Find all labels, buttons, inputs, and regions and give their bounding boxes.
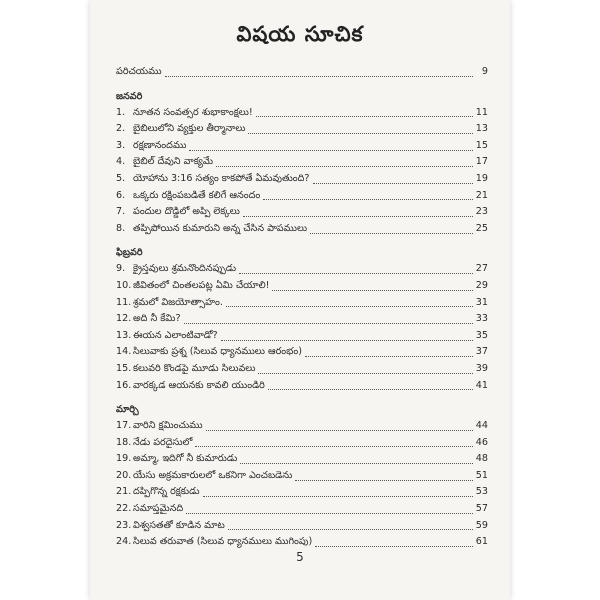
toc-entry-label: జీవితంలో చింతలపట్ల ఏమి చేయాలి! bbox=[133, 279, 270, 291]
dot-leader bbox=[313, 181, 473, 184]
toc-entry-page: 21 bbox=[475, 189, 488, 201]
dot-leader bbox=[226, 304, 473, 307]
toc-entry-number: 4. bbox=[116, 156, 126, 168]
toc-entry-label: కలువరి కొండపై మూడు సిలువలు bbox=[133, 362, 256, 374]
dot-leader bbox=[295, 478, 472, 481]
toc-entry-number: 13. bbox=[116, 329, 132, 341]
toc-section-heading: మార్చి bbox=[116, 404, 139, 416]
toc-entry-number: 2. bbox=[116, 123, 126, 135]
toc-entry-number: 23. bbox=[116, 519, 132, 531]
dot-leader bbox=[195, 444, 472, 447]
toc-entry-page: 35 bbox=[475, 329, 488, 341]
toc-entry-row bbox=[116, 328, 488, 345]
toc-entry-number: 1. bbox=[116, 106, 126, 118]
toc-entry-label: శ్రమలో విజయోత్సాహం. bbox=[133, 296, 223, 308]
dot-leader bbox=[256, 114, 473, 117]
toc-entry-row bbox=[116, 171, 488, 188]
toc-entry-number: 11. bbox=[116, 296, 132, 308]
toc-entry-number: 12. bbox=[116, 313, 132, 325]
toc-entry-page: 51 bbox=[475, 469, 488, 481]
book-page bbox=[90, 0, 510, 600]
toc-entry-number: 6. bbox=[116, 189, 126, 201]
toc-entry-label: విశ్వసతతో కూడిన మాట bbox=[133, 519, 225, 531]
toc-entry-number: 22. bbox=[116, 503, 132, 515]
toc-entry-row bbox=[116, 468, 488, 485]
toc-entry-row bbox=[116, 188, 488, 205]
toc-entry-label: బైబిల్ దేవుని వాక్యమే bbox=[133, 156, 214, 168]
dot-leader bbox=[203, 494, 473, 497]
toc-entry-page: 44 bbox=[475, 420, 488, 432]
dot-leader bbox=[263, 197, 473, 200]
toc-entry-number: 19. bbox=[116, 453, 132, 465]
toc-entry-row bbox=[116, 361, 488, 378]
toc-entry-label: రక్షణానందము bbox=[133, 139, 187, 151]
toc-entry-label: వారక్కడ ఆయనకు కావలి యుండిరి bbox=[133, 379, 265, 391]
toc-entry-label: పరిచయము bbox=[116, 66, 162, 77]
dot-leader bbox=[315, 544, 473, 547]
dot-leader bbox=[216, 164, 473, 167]
dot-leader bbox=[228, 527, 473, 530]
toc-entry-row bbox=[116, 278, 488, 295]
toc-entry-row bbox=[116, 105, 488, 122]
toc-entry-label: పందుల దొడ్డిలో అప్పి లెక్కలు bbox=[133, 206, 240, 218]
toc-entry-label: బైబిలులోని వ్యక్తుల తీర్మానాలు bbox=[133, 123, 246, 135]
dot-leader bbox=[239, 271, 473, 274]
toc-entry-page: 57 bbox=[475, 503, 488, 515]
toc-section-heading: జనవరి bbox=[116, 90, 143, 102]
toc-intro-row bbox=[116, 64, 488, 81]
toc-entry-label: క్రైస్తవులు శ్రమనొందినప్పుడు bbox=[133, 263, 237, 275]
dot-leader bbox=[165, 74, 473, 77]
toc-entry-row bbox=[116, 261, 488, 278]
toc-entry-page: 29 bbox=[475, 279, 488, 291]
toc-entry-label: వారిని క్షమించుము bbox=[133, 420, 203, 432]
toc-entry-row bbox=[116, 311, 488, 328]
dot-leader bbox=[243, 214, 473, 217]
toc-entry-page: 13 bbox=[475, 123, 488, 135]
dot-leader bbox=[184, 321, 473, 324]
toc-entry-label: అది నీ కేమి? bbox=[133, 313, 181, 325]
toc-entry-row bbox=[116, 204, 488, 221]
toc-entry-page: 61 bbox=[475, 536, 488, 548]
toc-entry-page: 25 bbox=[475, 222, 488, 234]
toc-entry-page: 17 bbox=[475, 156, 488, 168]
toc-entry-row bbox=[116, 435, 488, 452]
dot-leader bbox=[189, 148, 472, 151]
section-gap bbox=[116, 394, 488, 402]
toc-entry-number: 5. bbox=[116, 172, 126, 184]
toc-entry-row bbox=[116, 534, 488, 551]
section-gap bbox=[116, 81, 488, 89]
toc-entry-label: దప్పిగొన్న రక్షకుడు bbox=[133, 486, 200, 498]
section-gap bbox=[116, 237, 488, 245]
toc-entry-row bbox=[116, 221, 488, 238]
toc-entry-page: 15 bbox=[475, 139, 488, 151]
toc-entry-row bbox=[116, 378, 488, 395]
toc-entry-number: 8. bbox=[116, 222, 126, 234]
toc-entry-page: 9 bbox=[481, 66, 488, 77]
toc-entry-row bbox=[116, 501, 488, 518]
toc-entry-label: నేడు పరదైసులో bbox=[133, 436, 193, 448]
toc-entry-page: 37 bbox=[475, 346, 488, 358]
toc-entry-number: 7. bbox=[116, 206, 126, 218]
toc-entry-row bbox=[116, 418, 488, 435]
dot-leader bbox=[268, 387, 473, 390]
dot-leader bbox=[221, 338, 473, 341]
toc-entry-label: అమ్మా, ఇదిగో నీ కుమారుడు bbox=[133, 453, 238, 465]
toc-entry-number: 9. bbox=[116, 263, 126, 275]
toc-entry-row bbox=[116, 295, 488, 312]
toc-entry-label: సిలువ తరువాత (సిలువ ధ్యానములు ముగింపు) bbox=[133, 536, 313, 548]
dot-leader bbox=[310, 231, 473, 234]
dot-leader bbox=[206, 428, 473, 431]
toc-entry-row bbox=[116, 344, 488, 361]
toc-entry-page: 19 bbox=[475, 172, 488, 184]
toc-entry-page: 31 bbox=[475, 296, 488, 308]
toc-entry-page: 48 bbox=[475, 453, 488, 465]
toc-entry-number: 16. bbox=[116, 379, 132, 391]
toc-entry-number: 21. bbox=[116, 486, 132, 498]
table-of-contents bbox=[116, 64, 488, 551]
toc-entry-label: తప్పిపోయిన కుమారుని అన్న చేసిన పాపములు bbox=[133, 222, 308, 234]
dot-leader bbox=[272, 288, 472, 291]
dot-leader bbox=[258, 371, 472, 374]
toc-entry-number: 20. bbox=[116, 469, 132, 481]
dot-leader bbox=[240, 461, 473, 464]
toc-entry-row bbox=[116, 518, 488, 535]
toc-entry-label: యోహాను 3:16 సత్యం కాకపోతే ఏమవుతుంది? bbox=[133, 172, 310, 184]
dot-leader bbox=[305, 354, 473, 357]
dot-leader bbox=[248, 131, 472, 134]
toc-entry-page: 59 bbox=[475, 519, 488, 531]
toc-entry-number: 17. bbox=[116, 420, 132, 432]
toc-entry-row bbox=[116, 121, 488, 138]
toc-entry-label: సిలువాకు ప్రశ్న (సిలువ ధ్యానములు ఆరంభం) bbox=[133, 346, 302, 358]
toc-entry-label: సమాప్తమైనది bbox=[133, 503, 184, 515]
toc-entry-page: 33 bbox=[475, 313, 488, 325]
toc-entry-page: 39 bbox=[475, 362, 488, 374]
toc-entry-page: 27 bbox=[475, 263, 488, 275]
page-number: 5 bbox=[296, 550, 304, 564]
toc-entry-page: 41 bbox=[475, 379, 488, 391]
page-title: విషయ సూచిక bbox=[236, 22, 364, 46]
dot-leader bbox=[186, 511, 473, 514]
toc-entry-row bbox=[116, 154, 488, 171]
toc-entry-number: 24. bbox=[116, 536, 132, 548]
toc-entry-row bbox=[116, 484, 488, 501]
toc-entry-page: 46 bbox=[475, 436, 488, 448]
toc-entry-label: ఈయన ఎలాంటివాడో? bbox=[133, 329, 218, 341]
toc-entry-page: 11 bbox=[475, 106, 488, 118]
toc-entry-page: 53 bbox=[475, 486, 488, 498]
toc-entry-label: ఒక్కరు రక్షింపబడితే కలిగే ఆనందం bbox=[133, 189, 261, 201]
toc-entry-row bbox=[116, 138, 488, 155]
toc-entry-number: 3. bbox=[116, 139, 126, 151]
toc-entry-label: నూతన సంవత్సర శుభాకాంక్షలు! bbox=[133, 106, 253, 118]
toc-entry-number: 18. bbox=[116, 436, 132, 448]
toc-entry-page: 23 bbox=[475, 206, 488, 218]
toc-entry-number: 14. bbox=[116, 346, 132, 358]
toc-entry-number: 10. bbox=[116, 279, 132, 291]
toc-section-heading: ఫిబ్రవరి bbox=[116, 247, 143, 259]
toc-entry-label: యేసు అక్రమకారులలో ఒకనిగా ఎంచబడెను bbox=[133, 469, 293, 481]
toc-entry-row bbox=[116, 451, 488, 468]
toc-entry-number: 15. bbox=[116, 362, 132, 374]
